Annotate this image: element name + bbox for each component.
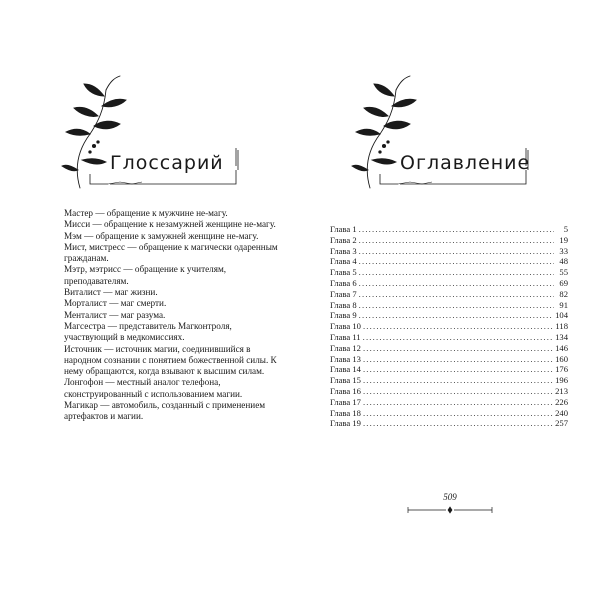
table-of-contents xyxy=(330,224,568,429)
glossary-definition: — маг жизни. xyxy=(100,287,158,298)
toc-entry-18[interactable] xyxy=(330,408,568,419)
toc-chapter-label: Глава 5 xyxy=(330,267,357,278)
toc-page-number: 104 xyxy=(555,310,568,321)
toc-page-number: 33 xyxy=(559,245,568,256)
toc-entry-15[interactable] xyxy=(330,375,568,386)
toc-entry-9[interactable] xyxy=(330,310,568,321)
glossary-entry xyxy=(64,310,278,321)
toc-entry-6[interactable] xyxy=(330,278,568,289)
glossary-term: Мист, мистресс xyxy=(64,241,126,252)
toc-entry-13[interactable] xyxy=(330,354,568,365)
toc-entry-14[interactable] xyxy=(330,364,568,375)
toc-chapter-label: Глава 3 xyxy=(330,245,357,256)
toc-title: Оглавление xyxy=(400,152,531,174)
toc-chapter-label: Глава 2 xyxy=(330,234,357,245)
toc-chapter-label: Глава 15 xyxy=(330,375,361,386)
glossary-entry xyxy=(64,344,278,378)
toc-entry-12[interactable] xyxy=(330,343,568,354)
toc-page-number: 196 xyxy=(555,375,568,386)
toc-leader-dots xyxy=(363,354,553,365)
toc-leader-dots xyxy=(363,408,553,419)
toc-entry-8[interactable] xyxy=(330,300,568,311)
toc-page-number: 82 xyxy=(559,288,568,299)
page-number: 509 xyxy=(443,492,457,502)
toc-chapter-label: Глава 19 xyxy=(330,418,361,429)
glossary-entry xyxy=(64,287,278,298)
glossary-term: Мэтр, мэтрисс xyxy=(64,264,122,275)
toc-chapter-label: Глава 18 xyxy=(330,407,361,418)
toc-entry-10[interactable] xyxy=(330,321,568,332)
glossary-definition: — представитель Магконтроля, участвующий в медкомиссиях. xyxy=(64,320,232,343)
glossary-term: Морталист xyxy=(64,298,107,309)
toc-page-number: 160 xyxy=(555,353,568,364)
glossary-entry xyxy=(64,377,278,400)
toc-chapter-label: Глава 6 xyxy=(330,277,357,288)
toc-leader-dots xyxy=(359,289,554,300)
glossary-entry xyxy=(64,242,278,265)
toc-leader-dots xyxy=(363,321,553,332)
toc-entry-11[interactable] xyxy=(330,332,568,343)
toc-entry-2[interactable] xyxy=(330,235,568,246)
toc-page-number: 176 xyxy=(555,364,568,375)
glossary-entry xyxy=(64,321,278,344)
toc-chapter-label: Глава 17 xyxy=(330,396,361,407)
folio-ornament xyxy=(406,505,494,515)
toc-page-number: 226 xyxy=(555,396,568,407)
toc-leader-dots xyxy=(363,343,553,354)
toc-chapter-label: Глава 10 xyxy=(330,321,361,332)
glossary-definition: — маг смерти. xyxy=(106,298,167,309)
toc-leader-dots xyxy=(363,418,553,429)
glossary-term: Источник xyxy=(64,343,102,354)
glossary-definition: — автомобиль, созданный с применением артефактов и магии. xyxy=(64,400,266,422)
glossary-definition: — обращение к магически одаренным гражданам. xyxy=(64,241,278,264)
glossary-term: Мисси xyxy=(64,219,91,230)
glossary-title: Глоссарий xyxy=(110,152,224,174)
glossary-heading-block xyxy=(60,72,260,192)
glossary-term: Магикар xyxy=(64,400,98,411)
glossary-term: Мэм xyxy=(64,230,82,241)
toc-entry-16[interactable] xyxy=(330,386,568,397)
toc-leader-dots xyxy=(359,278,554,289)
toc-chapter-label: Глава 7 xyxy=(330,288,357,299)
toc-page-number: 69 xyxy=(559,277,568,288)
toc-chapter-label: Глава 9 xyxy=(330,310,357,321)
glossary-list xyxy=(64,208,278,423)
glossary-entry xyxy=(64,400,278,423)
toc-leader-dots xyxy=(363,386,553,397)
glossary-definition: — местный аналог телефона, сконструированный с использованием магии. xyxy=(64,377,243,399)
toc-leader-dots xyxy=(363,397,553,408)
glossary-term: Мастер xyxy=(64,208,94,218)
glossary-term: Лонгофон xyxy=(64,377,104,388)
toc-entry-4[interactable] xyxy=(330,256,568,267)
glossary-definition: — обращение к мужчине не-магу. xyxy=(93,208,228,218)
toc-leader-dots xyxy=(363,332,554,343)
toc-chapter-label: Глава 11 xyxy=(330,331,361,342)
toc-page-number: 213 xyxy=(555,385,568,396)
glossary-definition: — обращение к незамужней женщине не-магу. xyxy=(90,219,276,230)
glossary-entry xyxy=(64,219,278,230)
glossary-entry xyxy=(64,264,278,287)
toc-page-number: 146 xyxy=(555,342,568,353)
toc-entry-19[interactable] xyxy=(330,418,568,429)
toc-page-number: 240 xyxy=(555,407,568,418)
toc-page-number: 55 xyxy=(559,267,568,278)
toc-entry-7[interactable] xyxy=(330,289,568,300)
glossary-definition: — обращение к учителям, преподавателям. xyxy=(64,264,227,286)
toc-leader-dots xyxy=(359,256,554,267)
toc-page-number: 91 xyxy=(559,299,568,310)
toc-leader-dots xyxy=(359,224,554,235)
toc-entry-5[interactable] xyxy=(330,267,568,278)
toc-page-number: 118 xyxy=(555,321,568,332)
glossary-term: Менталист xyxy=(64,309,107,320)
toc-heading-block xyxy=(350,72,550,192)
toc-chapter-label: Глава 14 xyxy=(330,364,361,375)
toc-page-number: 19 xyxy=(559,234,568,245)
toc-entry-17[interactable] xyxy=(330,397,568,408)
glossary-definition: — обращение к замужней женщине не-магу. xyxy=(81,230,259,241)
toc-leader-dots xyxy=(359,235,554,246)
toc-chapter-label: Глава 12 xyxy=(330,342,361,353)
glossary-term: Виталист xyxy=(64,287,101,298)
toc-page-number: 134 xyxy=(555,331,568,342)
toc-chapter-label: Глава 1 xyxy=(330,224,357,234)
glossary-entry xyxy=(64,298,278,309)
toc-page-number: 257 xyxy=(555,418,568,429)
toc-entry-3[interactable] xyxy=(330,246,568,257)
toc-leader-dots xyxy=(359,267,554,278)
toc-leader-dots xyxy=(359,300,554,311)
toc-leader-dots xyxy=(359,310,553,321)
toc-chapter-label: Глава 4 xyxy=(330,256,357,267)
toc-leader-dots xyxy=(359,246,554,257)
toc-leader-dots xyxy=(363,375,553,386)
toc-entry-1[interactable] xyxy=(330,224,568,235)
right-page xyxy=(300,0,600,600)
toc-chapter-label: Глава 13 xyxy=(330,353,361,364)
toc-page-number: 48 xyxy=(559,256,568,267)
toc-leader-dots xyxy=(363,364,553,375)
toc-page-number: 5 xyxy=(563,224,568,234)
toc-chapter-label: Глава 16 xyxy=(330,385,361,396)
glossary-term: Магсестра xyxy=(64,320,106,331)
glossary-definition: — источник магии, соединившийся в народном сознании с понятием божественной силы. К нему обращаются, когда взывают к высшим силам. xyxy=(64,343,277,377)
glossary-entry xyxy=(64,231,278,242)
toc-chapter-label: Глава 8 xyxy=(330,299,357,310)
glossary-entry xyxy=(64,208,278,219)
glossary-definition: — маг разума. xyxy=(106,309,166,320)
